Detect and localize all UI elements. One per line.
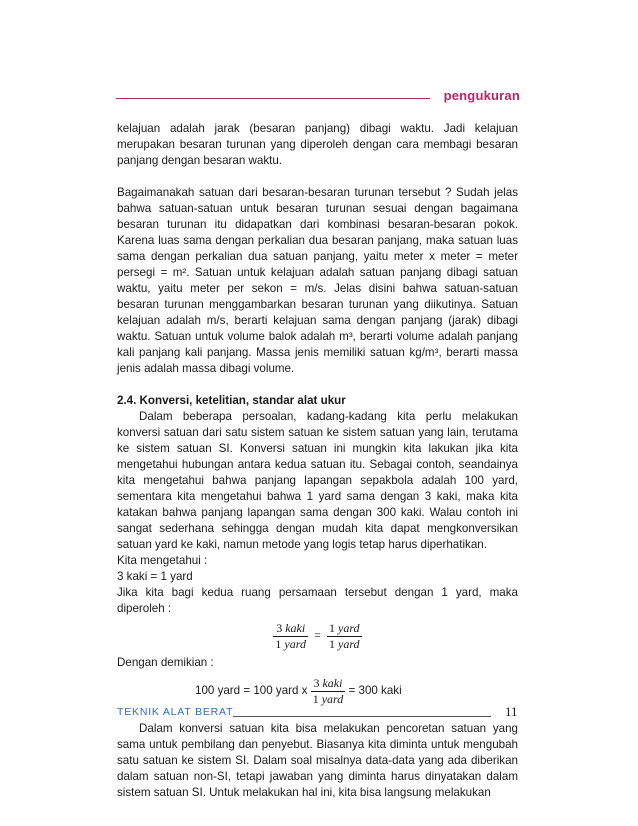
paragraph-1: kelajuan adalah jarak (besaran panjang) dibagi waktu. Jadi kelajuan merupakan besaran turunan yang diperoleh dengan cara membagi besaran panjang dengan besaran waktu. [117, 122, 518, 167]
fraction-right [327, 621, 362, 652]
calc-frac-num-n: 3 [313, 675, 320, 690]
equation-1: 3 kaki = 1 yard [117, 570, 193, 583]
calc-left: 100 yard = 100 yard x [195, 684, 308, 697]
equals-sign: = [314, 629, 321, 642]
frac-left-den-n: 1 [275, 636, 282, 651]
thus-label: Dengan demikian : [117, 656, 214, 669]
frac-right-den-u: yard [338, 636, 360, 651]
frac-left-den-u: yard [284, 636, 306, 651]
footer-label: TEKNIK ALAT BERAT [117, 706, 234, 718]
page-body [117, 121, 518, 801]
calc-right: = 300 kaki [348, 684, 402, 697]
frac-right-den-n: 1 [329, 636, 335, 651]
frac-right-num-u: yard [338, 620, 360, 635]
calc-frac-num-u: kaki [322, 675, 343, 690]
paragraph-3: Dalam beberapa persoalan, kadang-kadang kita perlu melakukan konversi satuan dari satu sistem satuan ke sistem satuan yang lain, terutama ke sistem satuan SI. Konversi satuan ini mungkin kita lakukan jika kita mengetahui hubungan antara kedua satuan itu. Sebagai contoh, seandainya kita mengetahui bahwa panjang lapangan sepakbola adalah 100 yard, sementara kita mengetahui bahwa 1 yard sama dengan 3 kaki, maka kita katakan bahwa panjang lapangan sama dengan 300 kaki. Walau contoh ini sangat sederhana sehingga dengan mudah kita dapat mengkonversikan satuan yard ke kaki, namun metode yang logis tetap harus diperhatikan. [117, 410, 518, 551]
calc-frac-den-n: 1 [312, 691, 319, 706]
header-title: pengukuran [443, 88, 520, 103]
page-number: 11 [505, 704, 518, 719]
header-rule [116, 98, 430, 99]
footer-rule [233, 716, 491, 717]
fraction-left [273, 621, 308, 652]
calc-fraction [311, 676, 346, 707]
fraction-equation [117, 617, 518, 655]
paragraph-4: Jika kita bagi kedua ruang persamaan tersebut dengan 1 yard, maka diperoleh : [117, 586, 518, 615]
paragraph-5: Dalam konversi satuan kita bisa melakukan pencoretan satuan yang sama untuk pembilang dan penyebut. Biasanya kita diminta untuk mengubah satu satuan ke sistem SI. Dalam soal misalnya data-data yang ada diberikan dalam satuan non-SI, tetapi jawaban yang diminta harus dinyatakan dalam sistem satuan SI. Untuk melakukan hal ini, kita bisa langsung melakukan [117, 722, 518, 799]
frac-right-num-n: 1 [329, 620, 335, 635]
calculation-row [117, 671, 518, 711]
known-label: Kita mengetahui : [117, 554, 208, 567]
frac-left-num-u: kaki [285, 620, 306, 635]
calc-frac-den-u: yard [321, 691, 344, 706]
section-heading: 2.4. Konversi, ketelitian, standar alat ukur [117, 394, 346, 407]
paragraph-2: Bagaimanakah satuan dari besaran-besaran turunan tersebut ? Sudah jelas bahwa satuan-satuan untuk besaran turunan sesuai dengan bagaimana besaran turunan itu didapatkan dari kombinasi besaran-besaran pokok. Karena luas sama dengan perkalian dua besaran panjang, maka satuan luas sama dengan perkalian dua satuan panjang, yaitu meter x meter = meter persegi = m². Satuan untuk kelajuan adalah satuan panjang dibagi satuan waktu, yaitu meter per sekon = m/s. Jelas disini bahwa satuan-satuan besaran turunan menggambarkan besaran turunan yang diikutinya. Satuan kelajuan adalah m/s, berarti kelajuan sama dengan panjang (jarak) dibagi waktu. Satuan untuk volume balok adalah m³, berarti volume adalah panjang kali panjang kali panjang. Massa jenis memiliki satuan kg/m³, berarti massa jenis adalah massa dibagi volume. [117, 186, 518, 375]
frac-left-num-n: 3 [276, 620, 283, 635]
